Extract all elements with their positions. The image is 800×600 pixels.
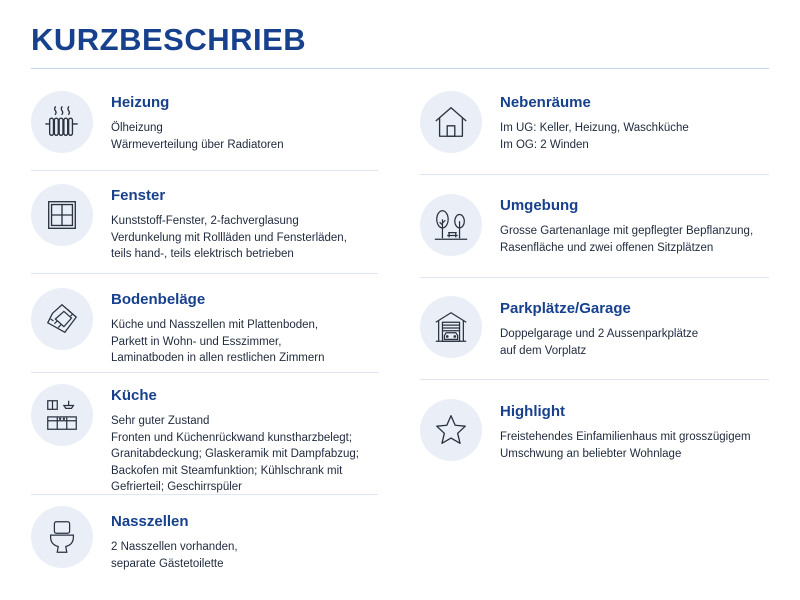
trees-bench-icon [420, 194, 482, 256]
feature-title: Nebenräume [500, 94, 591, 111]
feature-title: Fenster [111, 187, 166, 204]
house-icon [420, 91, 482, 153]
toilet-icon [31, 506, 93, 568]
title-divider [31, 68, 769, 69]
garage-icon [420, 296, 482, 358]
feature-title: Bodenbeläge [111, 291, 206, 308]
feature-title: Nasszellen [111, 513, 189, 530]
feature-description: Doppelgarage und 2 Aussenparkplätze auf dem Vorplatz [500, 328, 699, 357]
feature-title: Highlight [500, 403, 565, 420]
feature-description: Ölheizung Wärmeverteilung über Radiatoren [111, 122, 284, 151]
kitchen-icon [31, 384, 93, 446]
star-icon [420, 399, 482, 461]
divider [31, 494, 378, 495]
feature-description: Küche und Nasszellen mit Plattenboden, Parkett in Wohn- und Esszimmer, Laminatboden in allen restlichen Zimmern [111, 319, 325, 364]
feature-description: Kunststoff-Fenster, 2-fachverglasung Verdunkelung mit Rollläden und Fensterläden, teils hand-, teils elektrisch betrieben [111, 215, 347, 260]
radiator-icon [31, 91, 93, 153]
window-icon [31, 184, 93, 246]
divider [420, 174, 769, 175]
divider [420, 277, 769, 278]
divider [31, 372, 378, 373]
feature-description: Im UG: Keller, Heizung, Waschküche Im OG: 2 Winden [500, 122, 689, 151]
feature-title: Parkplätze/Garage [500, 300, 631, 317]
feature-description: Freistehendes Einfamilienhaus mit grosszügigem Umschwung an beliebter Wohnlage [500, 431, 751, 460]
feature-description: Grosse Gartenanlage mit gepflegter Bepflanzung, Rasenfläche und zwei offenen Sitzplätzen [500, 225, 754, 254]
feature-title: Heizung [111, 94, 170, 111]
floor-plan-icon [31, 288, 93, 350]
feature-description: Sehr guter Zustand Fronten und Küchenrückwand kunstharzbelegt; Granitabdeckung; Glaskeramik mit Dampfabzug; Backofen mit Steamfunktion; Kühlschrank mit Gefrierteil; Geschirrspüler [111, 415, 359, 493]
divider [420, 379, 769, 380]
divider [31, 170, 378, 171]
divider [31, 273, 378, 274]
page-title: KURZBESCHRIEB [31, 22, 307, 57]
feature-title: Umgebung [500, 197, 579, 214]
feature-title: Küche [111, 387, 157, 404]
feature-description: 2 Nasszellen vorhanden, separate Gästetoilette [111, 541, 238, 570]
